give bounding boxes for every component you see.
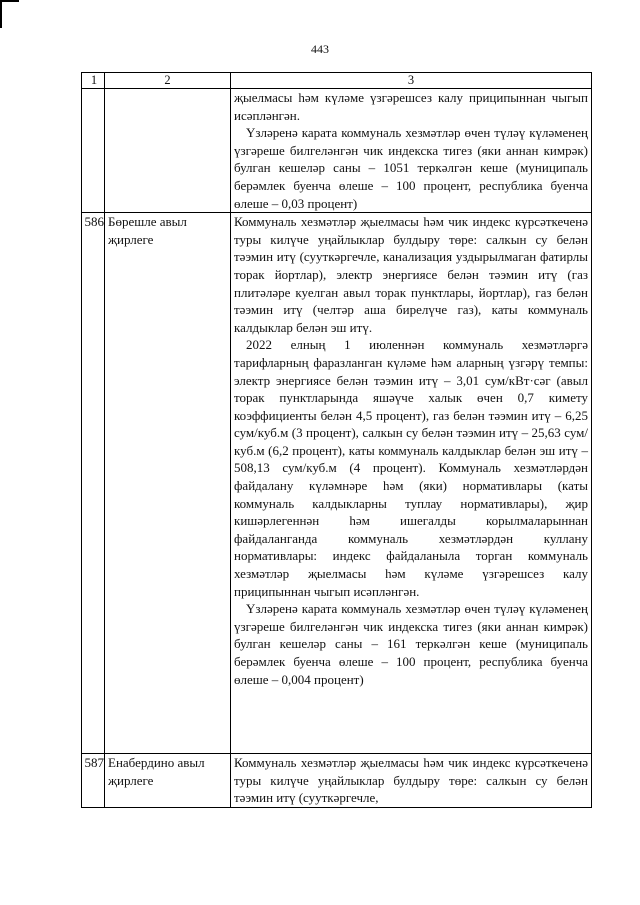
description-paragraph: Коммуналь хезмәтләр җыелмасы һәм чик индекс күрсәткеченә туры килүче уңайлыклар булдыру төре: салкын су белән тәэмин итү (сууткәргечле, канализация уздырылмаган фатирлы торак йортлар), электр энергиясе белән тәэмин итү (газ плитәләре куелган авыл торак пунктлары, йортлар), газ белән тәэмин итү (челтәр аша бирелүче газ), каты коммуналь калдыклар белән эш итү. [234,214,588,335]
header-col-2: 2 [105,73,231,89]
village-name: Енабердино авыл җирлеге [105,754,231,808]
description-paragraph: Үзләренә карата коммуналь хезмәтләр өчен түләү күләменең үзгәреше билгеләнгән чик индекска тигез (яки аннан кимрәк) булган кешеләр саны – 161 теркәлгән кеше (муниципаль берәмлек буенча өлеше – 100 процент, республика буенча өлеше – 0,004 процент) [234,601,588,687]
row-number: 587 [82,754,105,808]
row-description [231,213,592,754]
village-name: Бөрешле авыл җирлеге [105,213,231,754]
municipal-table [81,72,592,808]
table-row [82,213,592,754]
table-header-row [82,73,592,89]
table-row [82,754,592,808]
header-col-3: 3 [231,73,592,89]
description-paragraph: Коммуналь хезмәтләр җыелмасы һәм чик индекс күрсәткеченә туры килүче уңайлыклар булдыру төре: салкын су белән тәэмин итү (сууткәргечле, [234,755,588,806]
row-number: 586 [82,213,105,754]
village-name [105,89,231,213]
description-paragraph: 2022 елның 1 июленнән коммуналь хезмәтләргә тарифларның фаразланган күләме һәм аларның үзгәрү темпы: электр энергиясе белән тәэмин итү – 3,01 сум/кВт·сәг (авыл торак пунктларында яшәүче халык өчен 0,7 кимету коэффициенты белән 4,5 процент), газ белән тәэмин итү – 6,25 сум/куб.м (3 процент), салкын су белән тәэмин итү – 25,63 сум/куб.м (6,2 процент), каты коммуналь калдыклар белән эш итү – 508,13 сум/куб.м (4 процент). Коммуналь хезмәтләрдән файдалану күләмнәре һәм (яки) нормативлары (каты коммуналь калдыкларны туплау нормативлары), җир кишәрлегеннән һәм ишегалды корылмаларыннан файдаланганда коммуналь хезмәтләрдән куллану нормативлары: индекс файдаланыла торган коммуналь хезмәтләр җыелмасы һәм күләме үзгәрешсез калу приципыннан чыгып исәпләнгән. [234,337,588,599]
row-description [231,754,592,808]
description-paragraph: җыелмасы һәм күләме үзгәрешсез калу приципыннан чыгып исәпләнгән. [234,90,588,123]
row-description [231,89,592,213]
row-number [82,89,105,213]
page-number: 443 [311,42,329,56]
table-row [82,89,592,213]
description-paragraph: Үзләренә карата коммуналь хезмәтләр өчен түләү күләменең үзгәреше билгеләнгән чик индекска тигез (яки аннан кимрәк) булган кешеләр саны – 1051 теркәлгән кеше (муниципаль берәмлек буенча өлеше – 100 процент, республика буенча өлеше – 0,03 процент) [234,125,588,211]
header-col-1: 1 [82,73,105,89]
corner-mark [0,0,19,28]
